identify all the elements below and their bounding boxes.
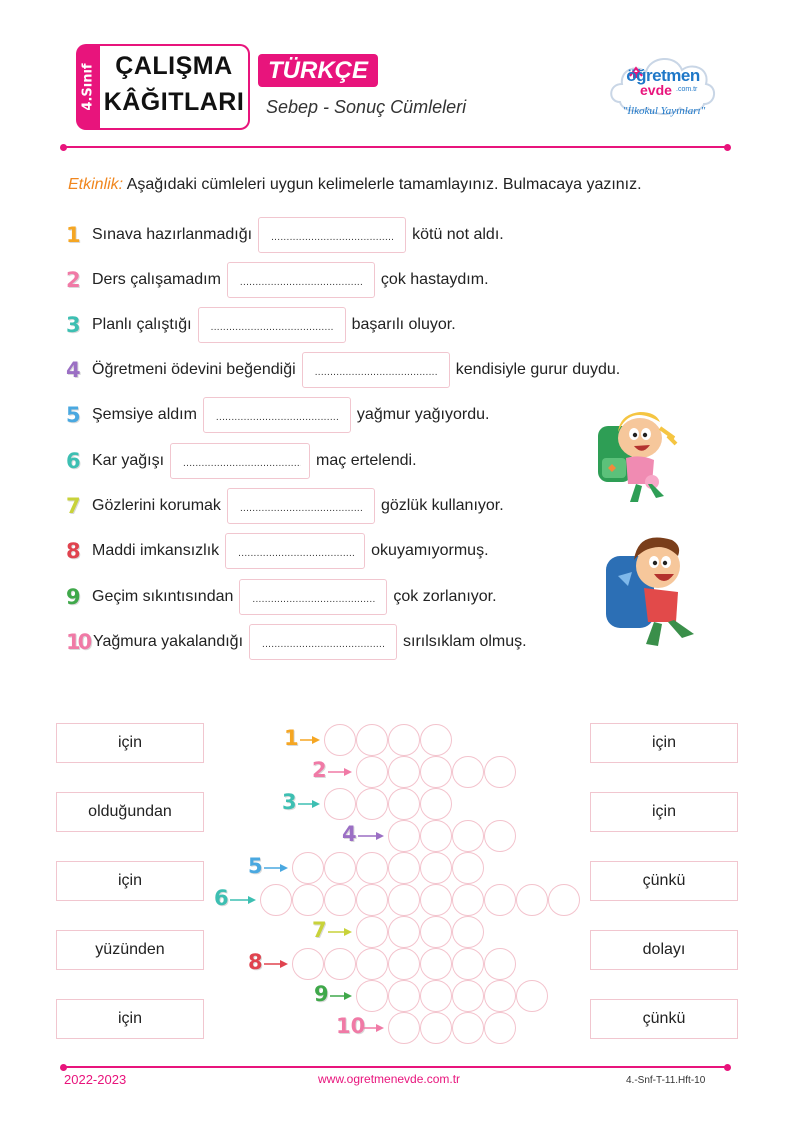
- puzzle-cell[interactable]: [452, 980, 484, 1012]
- puzzle-cell[interactable]: [388, 724, 420, 756]
- title-line-2: KÂĞITLARI: [103, 88, 245, 116]
- divider-dot: [724, 144, 731, 151]
- puzzle-number: 2: [312, 758, 327, 782]
- puzzle-cell[interactable]: [356, 916, 388, 948]
- sentence-number: 5: [66, 403, 81, 427]
- puzzle-number: 3: [282, 790, 297, 814]
- sentence-text-after: başarılı oluyor.: [351, 316, 456, 333]
- puzzle-cell[interactable]: [452, 884, 484, 916]
- divider-dot: [60, 144, 67, 151]
- puzzle-cell[interactable]: [356, 852, 388, 884]
- puzzle-cell[interactable]: [420, 980, 452, 1012]
- sentence-text-before: Şemsiye aldım: [92, 406, 197, 423]
- word-box[interactable]: dolayı: [590, 930, 738, 970]
- puzzle-cell[interactable]: [388, 852, 420, 884]
- puzzle-cell[interactable]: [388, 756, 420, 788]
- puzzle-number: 1: [284, 726, 299, 750]
- puzzle-cell[interactable]: [388, 948, 420, 980]
- logo-text-evde: evde: [640, 82, 672, 98]
- subject-tag: TÜRKÇE: [258, 54, 378, 87]
- puzzle-cell[interactable]: [420, 884, 452, 916]
- instruction: [68, 176, 642, 194]
- puzzle-cell[interactable]: [388, 820, 420, 852]
- puzzle-number: 9: [314, 982, 329, 1006]
- puzzle-number: 5: [248, 854, 263, 878]
- puzzle-cell[interactable]: [388, 884, 420, 916]
- answer-blank[interactable]: [203, 397, 351, 433]
- puzzle-cell[interactable]: [260, 884, 292, 916]
- puzzle-number: 6: [214, 886, 229, 910]
- word-box[interactable]: için: [590, 792, 738, 832]
- puzzle-number: 7: [312, 918, 327, 942]
- divider-dot: [724, 1064, 731, 1071]
- logo-text: öğretmen: [626, 66, 700, 85]
- puzzle-cell[interactable]: [356, 948, 388, 980]
- sentence-number: 6: [66, 449, 81, 473]
- arrow-right-icon: [364, 1022, 384, 1034]
- sentence-text-after: yağmur yağıyordu.: [356, 406, 490, 423]
- puzzle-cell[interactable]: [452, 916, 484, 948]
- puzzle-cell[interactable]: [420, 948, 452, 980]
- puzzle-cell[interactable]: [484, 948, 516, 980]
- bottom-divider: [64, 1066, 728, 1068]
- puzzle-cell[interactable]: [324, 948, 356, 980]
- sentence-number: 8: [66, 539, 81, 563]
- answer-blank[interactable]: [170, 443, 310, 479]
- puzzle-cell[interactable]: [420, 724, 452, 756]
- puzzle-cell[interactable]: [324, 884, 356, 916]
- sentence-row: [66, 536, 489, 566]
- word-box[interactable]: yüzünden: [56, 930, 204, 970]
- sentence-text-before: Gözlerini korumak: [92, 497, 221, 514]
- arrow-right-icon: [300, 734, 320, 746]
- puzzle-cell[interactable]: [388, 788, 420, 820]
- puzzle-cell[interactable]: [420, 820, 452, 852]
- sentence-row: [66, 265, 489, 295]
- arrow-right-icon: [230, 894, 256, 906]
- sentence-text-after: okuyamıyormuş.: [371, 542, 489, 559]
- puzzle-cell[interactable]: [484, 1012, 516, 1044]
- sentence-text-before: Geçim sıkıntısından: [92, 588, 234, 605]
- puzzle-cell[interactable]: [356, 724, 388, 756]
- puzzle-cell[interactable]: [324, 852, 356, 884]
- sentence-text-before: Planlı çalıştığı: [92, 316, 192, 333]
- puzzle-cell[interactable]: [452, 820, 484, 852]
- puzzle-cell[interactable]: [356, 980, 388, 1012]
- grade-tab: [76, 44, 100, 130]
- puzzle-cell[interactable]: [388, 1012, 420, 1044]
- sentence-text-before: Ders çalışamadım: [92, 271, 221, 288]
- sentence-text-before: Maddi imkansızlık: [92, 542, 220, 559]
- puzzle-cell[interactable]: [452, 1012, 484, 1044]
- sentence-text-after: maç ertelendi.: [316, 452, 417, 469]
- sentence-text-before: Kar yağışı: [92, 452, 165, 469]
- sentence-number: 2: [66, 268, 81, 292]
- word-box[interactable]: için: [56, 999, 204, 1039]
- puzzle-cell[interactable]: [356, 756, 388, 788]
- puzzle-cell[interactable]: [484, 756, 516, 788]
- puzzle-cell[interactable]: [484, 820, 516, 852]
- instruction-text: Aşağıdaki cümleleri uygun kelimelerle tamamlayınız. Bulmacaya yazınız.: [123, 176, 642, 193]
- puzzle-cell[interactable]: [292, 948, 324, 980]
- puzzle-number: 4: [342, 822, 357, 846]
- topic-title: Sebep - Sonuç Cümleleri: [266, 97, 467, 117]
- puzzle-cell[interactable]: [324, 788, 356, 820]
- sentence-text-after: kötü not aldı.: [412, 226, 504, 243]
- answer-blank[interactable]: [227, 262, 375, 298]
- sentence-text-before: Sınava hazırlanmadığı: [92, 226, 253, 243]
- arrow-right-icon: [330, 990, 352, 1002]
- arrow-right-icon: [358, 830, 384, 842]
- puzzle-cell[interactable]: [452, 756, 484, 788]
- sentence-row: [66, 491, 504, 521]
- logo-tagline: "İlkokul Yayınları": [622, 105, 706, 117]
- puzzle-cell[interactable]: [292, 884, 324, 916]
- arrow-right-icon: [328, 766, 352, 778]
- answer-blank[interactable]: [239, 579, 387, 615]
- puzzle-cell[interactable]: [356, 884, 388, 916]
- sentence-row: [66, 310, 456, 340]
- puzzle-cell[interactable]: [420, 788, 452, 820]
- answer-blank[interactable]: [249, 624, 397, 660]
- word-box[interactable]: çünkü: [590, 999, 738, 1039]
- word-box[interactable]: çünkü: [590, 861, 738, 901]
- logo-domain: .com.tr: [676, 86, 698, 93]
- sentence-number: 9: [66, 585, 81, 609]
- sentence-number: 3: [66, 313, 81, 337]
- top-divider: [64, 146, 728, 148]
- puzzle-cell[interactable]: [388, 916, 420, 948]
- puzzle-cell[interactable]: [452, 948, 484, 980]
- sentence-row: [66, 400, 489, 430]
- sentence-text-after: çok hastaydım.: [380, 271, 489, 288]
- puzzle-cell[interactable]: [356, 788, 388, 820]
- sentence-text-after: çok zorlanıyor.: [393, 588, 497, 605]
- boy-with-backpack-illustration: [602, 526, 708, 650]
- answer-blank[interactable]: [198, 307, 346, 343]
- puzzle-cell[interactable]: [324, 724, 356, 756]
- arrow-right-icon: [298, 798, 320, 810]
- puzzle-cell[interactable]: [420, 916, 452, 948]
- puzzle-cell[interactable]: [484, 980, 516, 1012]
- footer-code: 4.-Snf-T-11.Hft-10: [626, 1075, 706, 1086]
- puzzle-number: 8: [248, 950, 263, 974]
- answer-blank[interactable]: [258, 217, 406, 253]
- word-box[interactable]: için: [56, 723, 204, 763]
- arrow-right-icon: [264, 958, 288, 970]
- sentence-row: [66, 627, 527, 657]
- footer-website[interactable]: www.ogretmenevde.com.tr: [318, 1072, 461, 1086]
- sentence-text-before: Öğretmeni ödevini beğendiği: [92, 361, 296, 378]
- puzzle-cell[interactable]: [548, 884, 580, 916]
- sentence-number: 1: [66, 223, 81, 247]
- grade-label: 4.Sınıf: [80, 63, 96, 111]
- sentence-text-after: sırılsıklam olmuş.: [403, 633, 527, 650]
- puzzle-cell[interactable]: [516, 980, 548, 1012]
- sentence-number: 7: [66, 494, 81, 518]
- sentence-row: [66, 355, 620, 385]
- word-box[interactable]: için: [590, 723, 738, 763]
- sentence-number: 10: [66, 630, 90, 654]
- arrow-right-icon: [264, 862, 288, 874]
- puzzle-cell[interactable]: [452, 852, 484, 884]
- puzzle-cell[interactable]: [420, 756, 452, 788]
- puzzle-cell[interactable]: [388, 980, 420, 1012]
- girl-with-backpack-illustration: [590, 398, 686, 508]
- sentence-text-before: Yağmura yakalandığı: [93, 633, 244, 650]
- word-box[interactable]: için: [56, 861, 204, 901]
- answer-blank[interactable]: [227, 488, 375, 524]
- sentence-row: [66, 220, 504, 250]
- puzzle-number: 10: [336, 1014, 366, 1038]
- puzzle-cell[interactable]: [420, 1012, 452, 1044]
- puzzle-cell[interactable]: [516, 884, 548, 916]
- word-box[interactable]: olduğundan: [56, 792, 204, 832]
- sentence-text-after: kendisiyle gurur duydu.: [455, 361, 621, 378]
- footer-year: 2022-2023: [64, 1072, 127, 1087]
- answer-blank[interactable]: [225, 533, 365, 569]
- divider-dot: [60, 1064, 67, 1071]
- sentence-number: 4: [66, 358, 81, 382]
- arrow-right-icon: [328, 926, 352, 938]
- puzzle-cell[interactable]: [420, 852, 452, 884]
- answer-blank[interactable]: [302, 352, 450, 388]
- puzzle-cell[interactable]: [484, 884, 516, 916]
- sentence-row: [66, 446, 417, 476]
- sentence-text-after: gözlük kullanıyor.: [380, 497, 504, 514]
- puzzle-cell[interactable]: [292, 852, 324, 884]
- title-line-1: ÇALIŞMA: [115, 52, 233, 80]
- sentence-row: [66, 582, 497, 612]
- instruction-label: Etkinlik:: [68, 176, 124, 193]
